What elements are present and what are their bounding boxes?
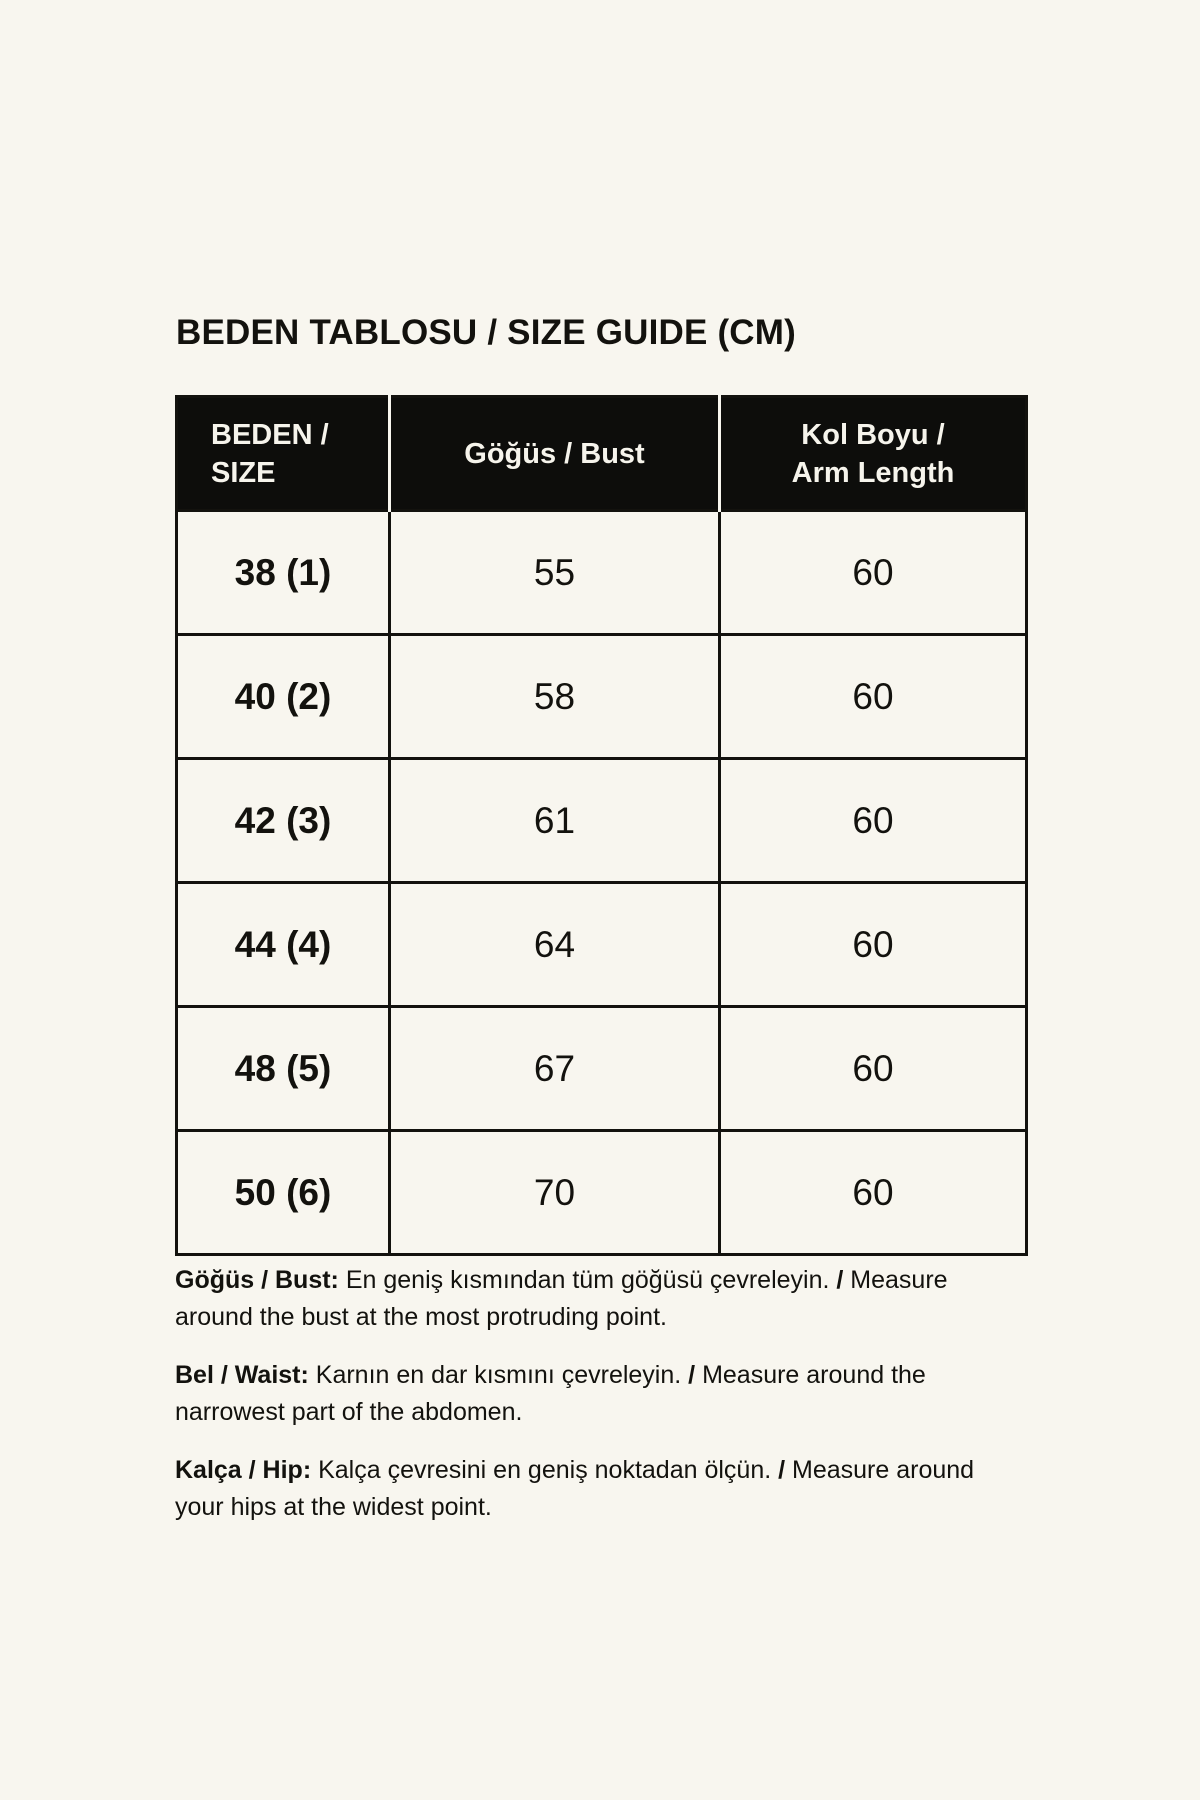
- note-bust-separator: /: [836, 1266, 844, 1294]
- header-row: [177, 397, 1027, 511]
- note-waist-turkish: Karnın en dar kısmını çevreleyin.: [308, 1361, 689, 1389]
- bust-cell: 55: [390, 511, 720, 635]
- note-waist-english: Measure around the: [695, 1361, 926, 1389]
- note-waist-label: Bel / Waist:: [175, 1361, 309, 1389]
- size-cell: 48 (5): [177, 1007, 390, 1131]
- header-arm-line1: Kol Boyu /: [801, 418, 945, 451]
- header-cell-bust: [390, 397, 720, 511]
- arm-length-cell: 60: [720, 635, 1027, 759]
- bust-cell: 70: [390, 1131, 720, 1255]
- note-hip-separator: /: [778, 1456, 786, 1484]
- note-bust-label: Göğüs / Bust:: [175, 1266, 339, 1294]
- page-title: BEDEN TABLOSU / SIZE GUIDE (CM): [176, 313, 796, 353]
- measurement-notes: [175, 1262, 974, 1547]
- bust-cell: 67: [390, 1007, 720, 1131]
- header-size-line2: SIZE: [211, 456, 276, 489]
- note-hip-english-line2: your hips at the widest point.: [175, 1493, 492, 1521]
- note-hip-turkish: Kalça çevresini en geniş noktadan ölçün.: [311, 1456, 779, 1484]
- table-row: [177, 759, 1027, 883]
- bust-cell: 58: [390, 635, 720, 759]
- note-bust-english: Measure: [843, 1266, 948, 1294]
- size-cell: 44 (4): [177, 883, 390, 1007]
- note-bust-english-line2: around the bust at the most protruding point.: [175, 1303, 667, 1331]
- size-cell: 42 (3): [177, 759, 390, 883]
- header-size-line1: BEDEN /: [211, 418, 329, 451]
- note-bust-turkish: En geniş kısmından tüm göğüsü çevreleyin.: [338, 1266, 837, 1294]
- size-cell: 40 (2): [177, 635, 390, 759]
- note-hip-label: Kalça / Hip:: [175, 1456, 312, 1484]
- size-cell: 50 (6): [177, 1131, 390, 1255]
- table-row: [177, 511, 1027, 635]
- header-cell-arm-length: [720, 397, 1027, 511]
- note-bust: [175, 1262, 974, 1336]
- table-row: [177, 635, 1027, 759]
- arm-length-cell: 60: [720, 759, 1027, 883]
- header-cell-size: [177, 397, 390, 511]
- size-cell: 38 (1): [177, 511, 390, 635]
- arm-length-cell: 60: [720, 511, 1027, 635]
- arm-length-cell: 60: [720, 1131, 1027, 1255]
- arm-length-cell: 60: [720, 1007, 1027, 1131]
- note-waist-english-line2: narrowest part of the abdomen.: [175, 1398, 523, 1426]
- table-body: [177, 511, 1027, 1255]
- table-row: [177, 1007, 1027, 1131]
- bust-cell: 64: [390, 883, 720, 1007]
- header-arm-line2: Arm Length: [791, 456, 955, 489]
- header-bust-line1: Göğüs / Bust: [464, 437, 645, 470]
- table-row: [177, 883, 1027, 1007]
- size-guide-table: [175, 395, 1028, 1256]
- table-row: [177, 1131, 1027, 1255]
- note-hip-english: Measure around: [785, 1456, 975, 1484]
- note-waist: [175, 1357, 974, 1431]
- note-hip: [175, 1452, 974, 1526]
- bust-cell: 61: [390, 759, 720, 883]
- note-waist-separator: /: [688, 1361, 696, 1389]
- arm-length-cell: 60: [720, 883, 1027, 1007]
- table-header: [177, 397, 1027, 511]
